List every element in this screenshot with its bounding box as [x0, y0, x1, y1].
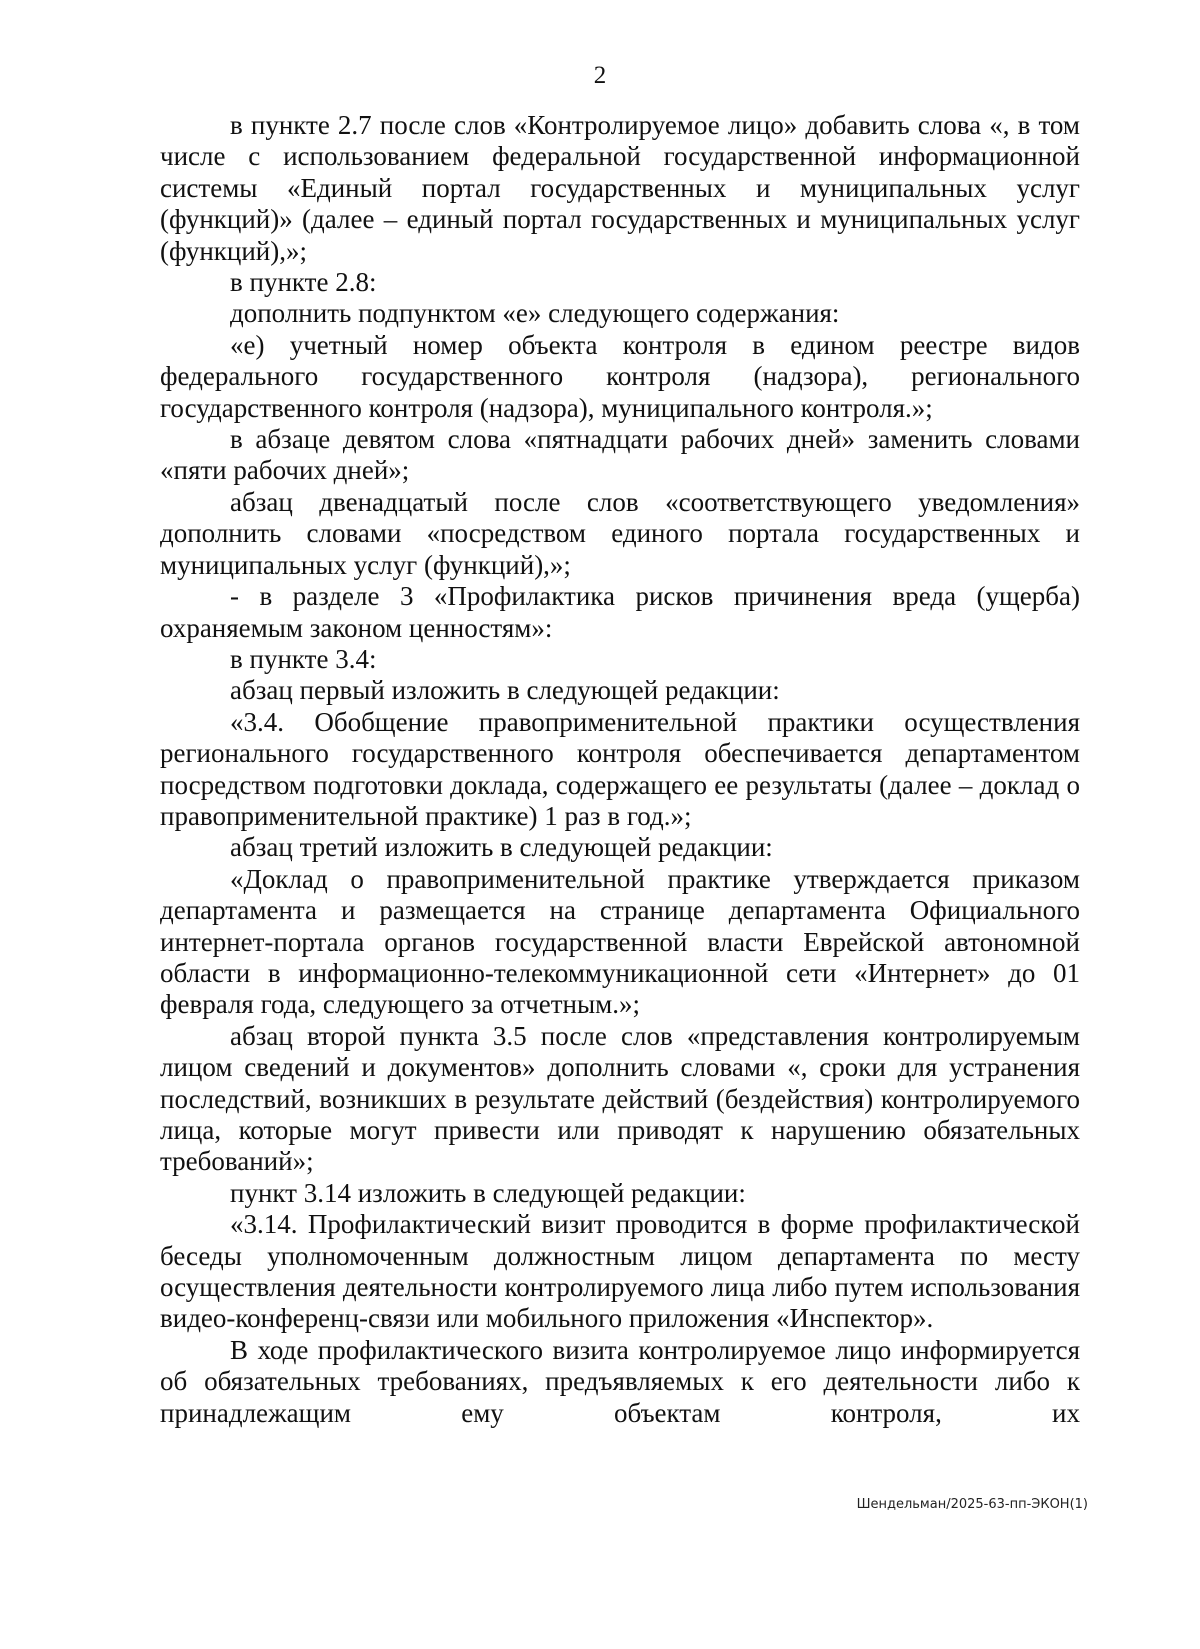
page-number: 2: [593, 62, 607, 89]
paragraph-6: абзац двенадцатый после слов «соответствующего уведомления» дополнить словами «посредством единого портала государственных и муниципальных услуг (функций),»;: [160, 486, 1080, 580]
paragraph-16: В ходе профилактического визита контролируемое лицо информируется об обязательных требованиях, предъявляемых к его деятельности либо к принадлежащим ему объектам контроля, их: [160, 1334, 1080, 1428]
paragraph-4: «е) учетный номер объекта контроля в едином реестре видов федерального государственного контроля (надзора), регионального государственного контроля (надзора), муниципального контроля.»;: [160, 329, 1080, 423]
paragraph-12: «Доклад о правоприменительной практике утверждается приказом департамента и размещается на странице департамента Официального интернет-портала органов государственной власти Еврейской автономной области в информационно-телекоммуникационной сети «Интернет» до 01 февраля года, следующего за отчетным.»;: [160, 863, 1080, 1020]
paragraph-14: пункт 3.14 изложить в следующей редакции:: [230, 1177, 746, 1208]
document-reference-code: Шендельман/2025-63-пп-ЭКОН(1): [856, 1497, 1088, 1512]
paragraph-11: абзац третий изложить в следующей редакции:: [230, 832, 773, 863]
paragraph-15: «3.14. Профилактический визит проводится в форме профилактической беседы уполномоченным должностным лицом департамента по месту осуществления деятельности контролируемого лица либо путем использования видео-конференц-связи или мобильного приложения «Инспектор».: [160, 1209, 1080, 1334]
paragraph-7: - в разделе 3 «Профилактика рисков причинения вреда (ущерба) охраняемым законом ценностям»:: [160, 581, 1080, 643]
paragraph-13: абзац второй пункта 3.5 после слов «представления контролируемым лицом сведений и документов» дополнить словами «, сроки для устранения последствий, возникших в результате действий (бездействия) контролируемого лица, которые могут привести или приводят к нарушению обязательных требований»;: [160, 1020, 1080, 1177]
paragraph-2: в пункте 2.8:: [230, 267, 377, 298]
paragraph-1: в пункте 2.7 после слов «Контролируемое лицо» добавить слова «, в том числе с использованием федеральной государственной информационной системы «Единый портал государственных и муниципальных услуг (функций)» (далее – единый портал государственных и муниципальных услуг (функций),»;: [160, 110, 1080, 266]
document-body: [160, 110, 1080, 1429]
paragraph-10: «3.4. Обобщение правоприменительной практики осуществления регионального государственного контроля обеспечивается департаментом посредством подготовки доклада, содержащего ее результаты (далее – доклад о правоприменительной практике) 1 раз в год.»;: [160, 706, 1080, 831]
paragraph-3: дополнить подпунктом «е» следующего содержания:: [230, 298, 840, 329]
paragraph-5: в абзаце девятом слова «пятнадцати рабочих дней» заменить словами «пяти рабочих дней»;: [160, 424, 1080, 486]
paragraph-9: абзац первый изложить в следующей редакции:: [230, 675, 780, 706]
paragraph-8: в пункте 3.4:: [230, 643, 377, 674]
